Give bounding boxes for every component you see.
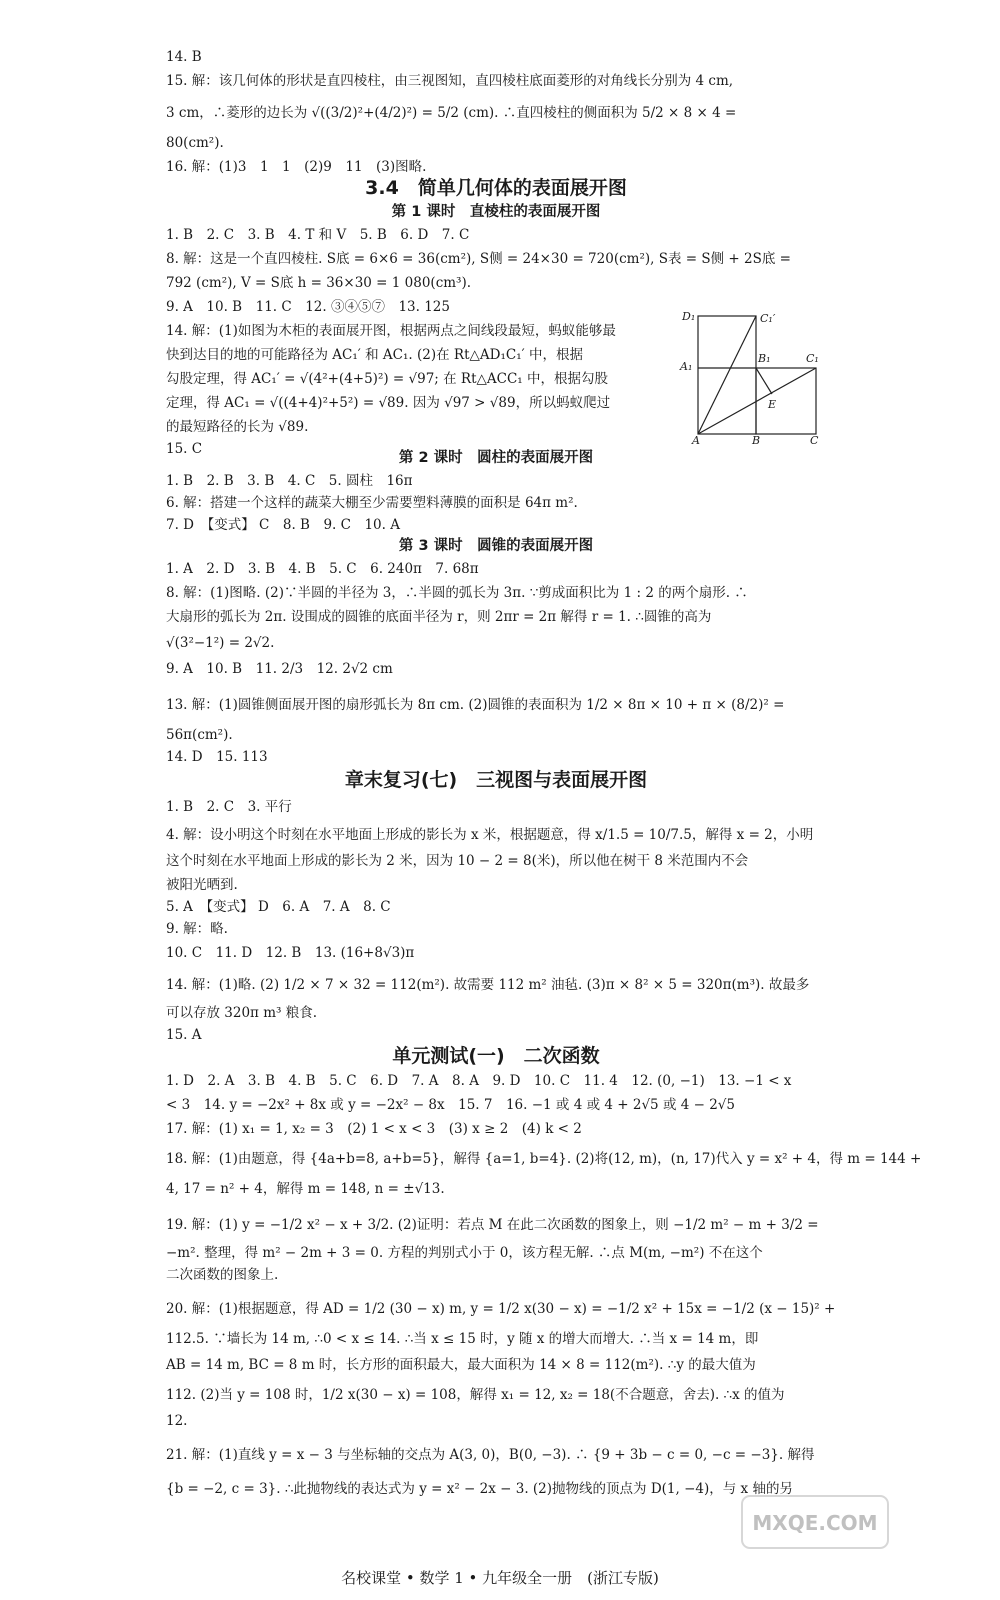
answer-line: 14. 解：(1)略. (2) 1/2 × 7 × 32 = 112(m²). 故需要 112 m² 油毡. (3)π × 8² × 5 = 320π(m³). 故最多 bbox=[166, 977, 810, 993]
answer-line: 1. B 2. C 3. 平行 bbox=[166, 799, 292, 815]
answer-line: 8. 解：这是一个直四棱柱. S底 = 6×6 = 36(cm²), S侧 = 24×30 = 720(cm²), S表 = S侧 + 2S底 = bbox=[166, 251, 791, 267]
lesson-title: 第 2 课时 圆柱的表面展开图 bbox=[398, 450, 594, 466]
answer-line: 9. A 10. B 11. C 12. ③④⑤⑦ 13. 125 bbox=[166, 299, 450, 315]
answer-line: 这个时刻在水平地面上形成的影长为 2 米，因为 10 − 2 = 8(米)，所以他在树干 8 米范围内不会 bbox=[166, 853, 749, 869]
lesson-title: 第 3 课时 圆锥的表面展开图 bbox=[398, 538, 594, 554]
answer-line: 9. A 10. B 11. 2/3 12. 2√2 cm bbox=[166, 661, 393, 677]
watermark-logo bbox=[740, 1492, 890, 1552]
answer-line: 4. 解：设小明这个时刻在水平地面上形成的影长为 x 米，根据题意，得 x/1.5 = 10/7.5，解得 x = 2，小明 bbox=[166, 827, 814, 843]
answer-line: 21. 解：(1)直线 y = x − 3 与坐标轴的交点为 A(3, 0)，B(0, −3). ∴ {9 + 3b − c = 0, −c = −3}. 解得 bbox=[166, 1447, 815, 1463]
path-ac1 bbox=[698, 368, 816, 434]
answer-line: 10. C 11. D 12. B 13. (16+8√3)π bbox=[166, 945, 415, 961]
answer-line: 4, 17 = n² + 4，解得 m = 148, n = ±√13. bbox=[166, 1181, 445, 1197]
section-title: 3.4 简单几何体的表面展开图 bbox=[365, 177, 627, 199]
answer-line: 112.5. ∵墙长为 14 m, ∴0 < x ≤ 14. ∴当 x ≤ 15 时，y 随 x 的增大而增大. ∴当 x = 14 m，即 bbox=[166, 1331, 759, 1347]
answer-line: 19. 解：(1) y = −1/2 x² − x + 3/2. (2)证明：若点 M 在此二次函数的图象上，则 −1/2 m² − m + 3/2 = bbox=[166, 1217, 819, 1233]
answer-line: −m². 整理，得 m² − 2m + 3 = 0. 方程的判别式小于 0，该方程无解. ∴点 M(m, −m²) 不在这个 bbox=[166, 1245, 763, 1261]
answer-line: 3 cm，∴菱形的边长为 √((3/2)²+(4/2)²) = 5/2 (cm). ∴直四棱柱的侧面积为 5/2 × 8 × 4 = bbox=[166, 105, 737, 121]
watermark-text: MXQE.COM bbox=[752, 1511, 878, 1535]
answer-line: 14. D 15. 113 bbox=[166, 749, 268, 765]
answer-line: 1. B 2. C 3. B 4. T 和 V 5. B 6. D 7. C bbox=[166, 227, 470, 243]
answer-line: 的最短路径的长为 √89. bbox=[166, 419, 309, 435]
answer-line: 12. bbox=[166, 1413, 188, 1429]
figure-label: C₁′ bbox=[760, 312, 776, 325]
answer-line: 80(cm²). bbox=[166, 135, 224, 151]
path-ac1-prime bbox=[698, 316, 756, 434]
answer-line: 勾股定理，得 AC₁′ = √(4²+(4+5)²) = √97; 在 Rt△ACC₁ 中，根据勾股 bbox=[166, 371, 609, 387]
answer-line: 20. 解：(1)根据题意，得 AD = 1/2 (30 − x) m, y = 1/2 x(30 − x) = −1/2 x² + 15x = −1/2 (x − 15)² + bbox=[166, 1301, 836, 1317]
answer-line: 快到达目的地的可能路径为 AC₁′ 和 AC₁. (2)在 Rt△AD₁C₁′ 中，根据 bbox=[166, 347, 583, 363]
answer-line: 14. B bbox=[166, 49, 202, 65]
answer-line: {b = −2, c = 3}. ∴此抛物线的表达式为 y = x² − 2x − 3. (2)抛物线的顶点为 D(1, −4)，与 x 轴的另 bbox=[166, 1481, 793, 1497]
figure-label: D₁ bbox=[682, 310, 696, 323]
answer-line: 18. 解：(1)由题意，得 {4a+b=8, a+b=5}，解得 {a=1, b=4}. (2)将(12, m)，(n, 17)代入 y = x² + 4，得 m = 144 + bbox=[166, 1151, 922, 1167]
answer-line: 9. 解：略. bbox=[166, 921, 228, 937]
page-footer: 名校课堂 • 数学 1 • 九年级全一册 (浙江专版) bbox=[341, 1569, 659, 1587]
answer-line: 5. A 【变式】 D 6. A 7. A 8. C bbox=[166, 899, 391, 915]
answer-line: 7. D 【变式】 C 8. B 9. C 10. A bbox=[166, 517, 400, 533]
answer-line: 16. 解：(1)3 1 1 (2)9 11 (3)图略. bbox=[166, 159, 427, 175]
answer-line: 1. B 2. B 3. B 4. C 5. 圆柱 16π bbox=[166, 473, 413, 489]
answer-line: 8. 解：(1)图略. (2)∵半圆的半径为 3，∴半圆的弧长为 3π. ∵剪成面积比为 1 : 2 的两个扇形. ∴ bbox=[166, 585, 748, 601]
answer-line: 15. 解：该几何体的形状是直四棱柱，由三视图知，直四棱柱底面菱形的对角线长分别为 4 cm, bbox=[166, 73, 734, 89]
answer-line: 1. D 2. A 3. B 4. B 5. C 6. D 7. A 8. A 9. D 10. C 11. 4 12. (0, −1) 13. −1 < x bbox=[166, 1073, 792, 1089]
answer-line: 17. 解：(1) x₁ = 1, x₂ = 3 (2) 1 < x < 3 (3) x ≥ 2 (4) k < 2 bbox=[166, 1121, 582, 1137]
figure-label: C₁ bbox=[806, 352, 819, 365]
section-title: 单元测试(一) 二次函数 bbox=[392, 1045, 600, 1067]
figure-label: E bbox=[768, 398, 777, 411]
answer-line: 15. C bbox=[166, 441, 203, 457]
answer-line: 6. 解：搭建一个这样的蔬菜大棚至少需要塑料薄膜的面积是 64π m². bbox=[166, 495, 578, 511]
answer-line: 15. A bbox=[166, 1027, 202, 1043]
answer-line: 二次函数的图象上. bbox=[166, 1267, 279, 1283]
cabinet-net-figure bbox=[676, 308, 826, 447]
answer-line: 792 (cm²), V = S底 h = 36×30 = 1 080(cm³). bbox=[166, 275, 472, 291]
net-edge bbox=[756, 368, 772, 394]
figure-label: A bbox=[692, 434, 700, 447]
answer-line: 13. 解：(1)圆锥侧面展开图的扇形弧长为 8π cm. (2)圆锥的表面积为 1/2 × 8π × 10 + π × (8/2)² = bbox=[166, 697, 785, 713]
answer-line: 可以存放 320π m³ 粮食. bbox=[166, 1005, 318, 1021]
figure-label: A₁ bbox=[680, 360, 693, 373]
answer-line: 定理，得 AC₁ = √((4+4)²+5²) = √89. 因为 √97 > √89，所以蚂蚁爬过 bbox=[166, 395, 611, 411]
answer-line: √(3²−1²) = 2√2. bbox=[166, 635, 275, 651]
answer-line: AB = 14 m, BC = 8 m 时，长方形的面积最大，最大面积为 14 × 8 = 112(m²). ∴y 的最大值为 bbox=[166, 1357, 756, 1373]
answer-line: 1. A 2. D 3. B 4. B 5. C 6. 240π 7. 68π bbox=[166, 561, 479, 577]
figure-label: B₁ bbox=[758, 352, 771, 365]
lesson-title: 第 1 课时 直棱柱的表面展开图 bbox=[391, 204, 601, 220]
figure-label: B bbox=[752, 434, 761, 447]
answer-line: < 3 14. y = −2x² + 8x 或 y = −2x² − 8x 15. 7 16. −1 或 4 或 4 + 2√5 或 4 − 2√5 bbox=[166, 1097, 735, 1113]
answer-line: 112. (2)当 y = 108 时，1/2 x(30 − x) = 108，解得 x₁ = 12, x₂ = 18(不合题意，舍去). ∴x 的值为 bbox=[166, 1387, 785, 1403]
answer-line: 56π(cm²). bbox=[166, 727, 233, 743]
answer-line: 14. 解：(1)如图为木柜的表面展开图，根据两点之间线段最短，蚂蚁能够最 bbox=[166, 323, 616, 339]
answer-line: 被阳光晒到. bbox=[166, 877, 238, 893]
net-face-right bbox=[756, 368, 816, 434]
answer-line: 大扇形的弧长为 2π. 设围成的圆锥的底面半径为 r，则 2πr = 2π 解得 r = 1. ∴圆锥的高为 bbox=[166, 609, 712, 625]
figure-label: C bbox=[810, 434, 819, 447]
section-title: 章末复习(七) 三视图与表面展开图 bbox=[344, 769, 648, 791]
